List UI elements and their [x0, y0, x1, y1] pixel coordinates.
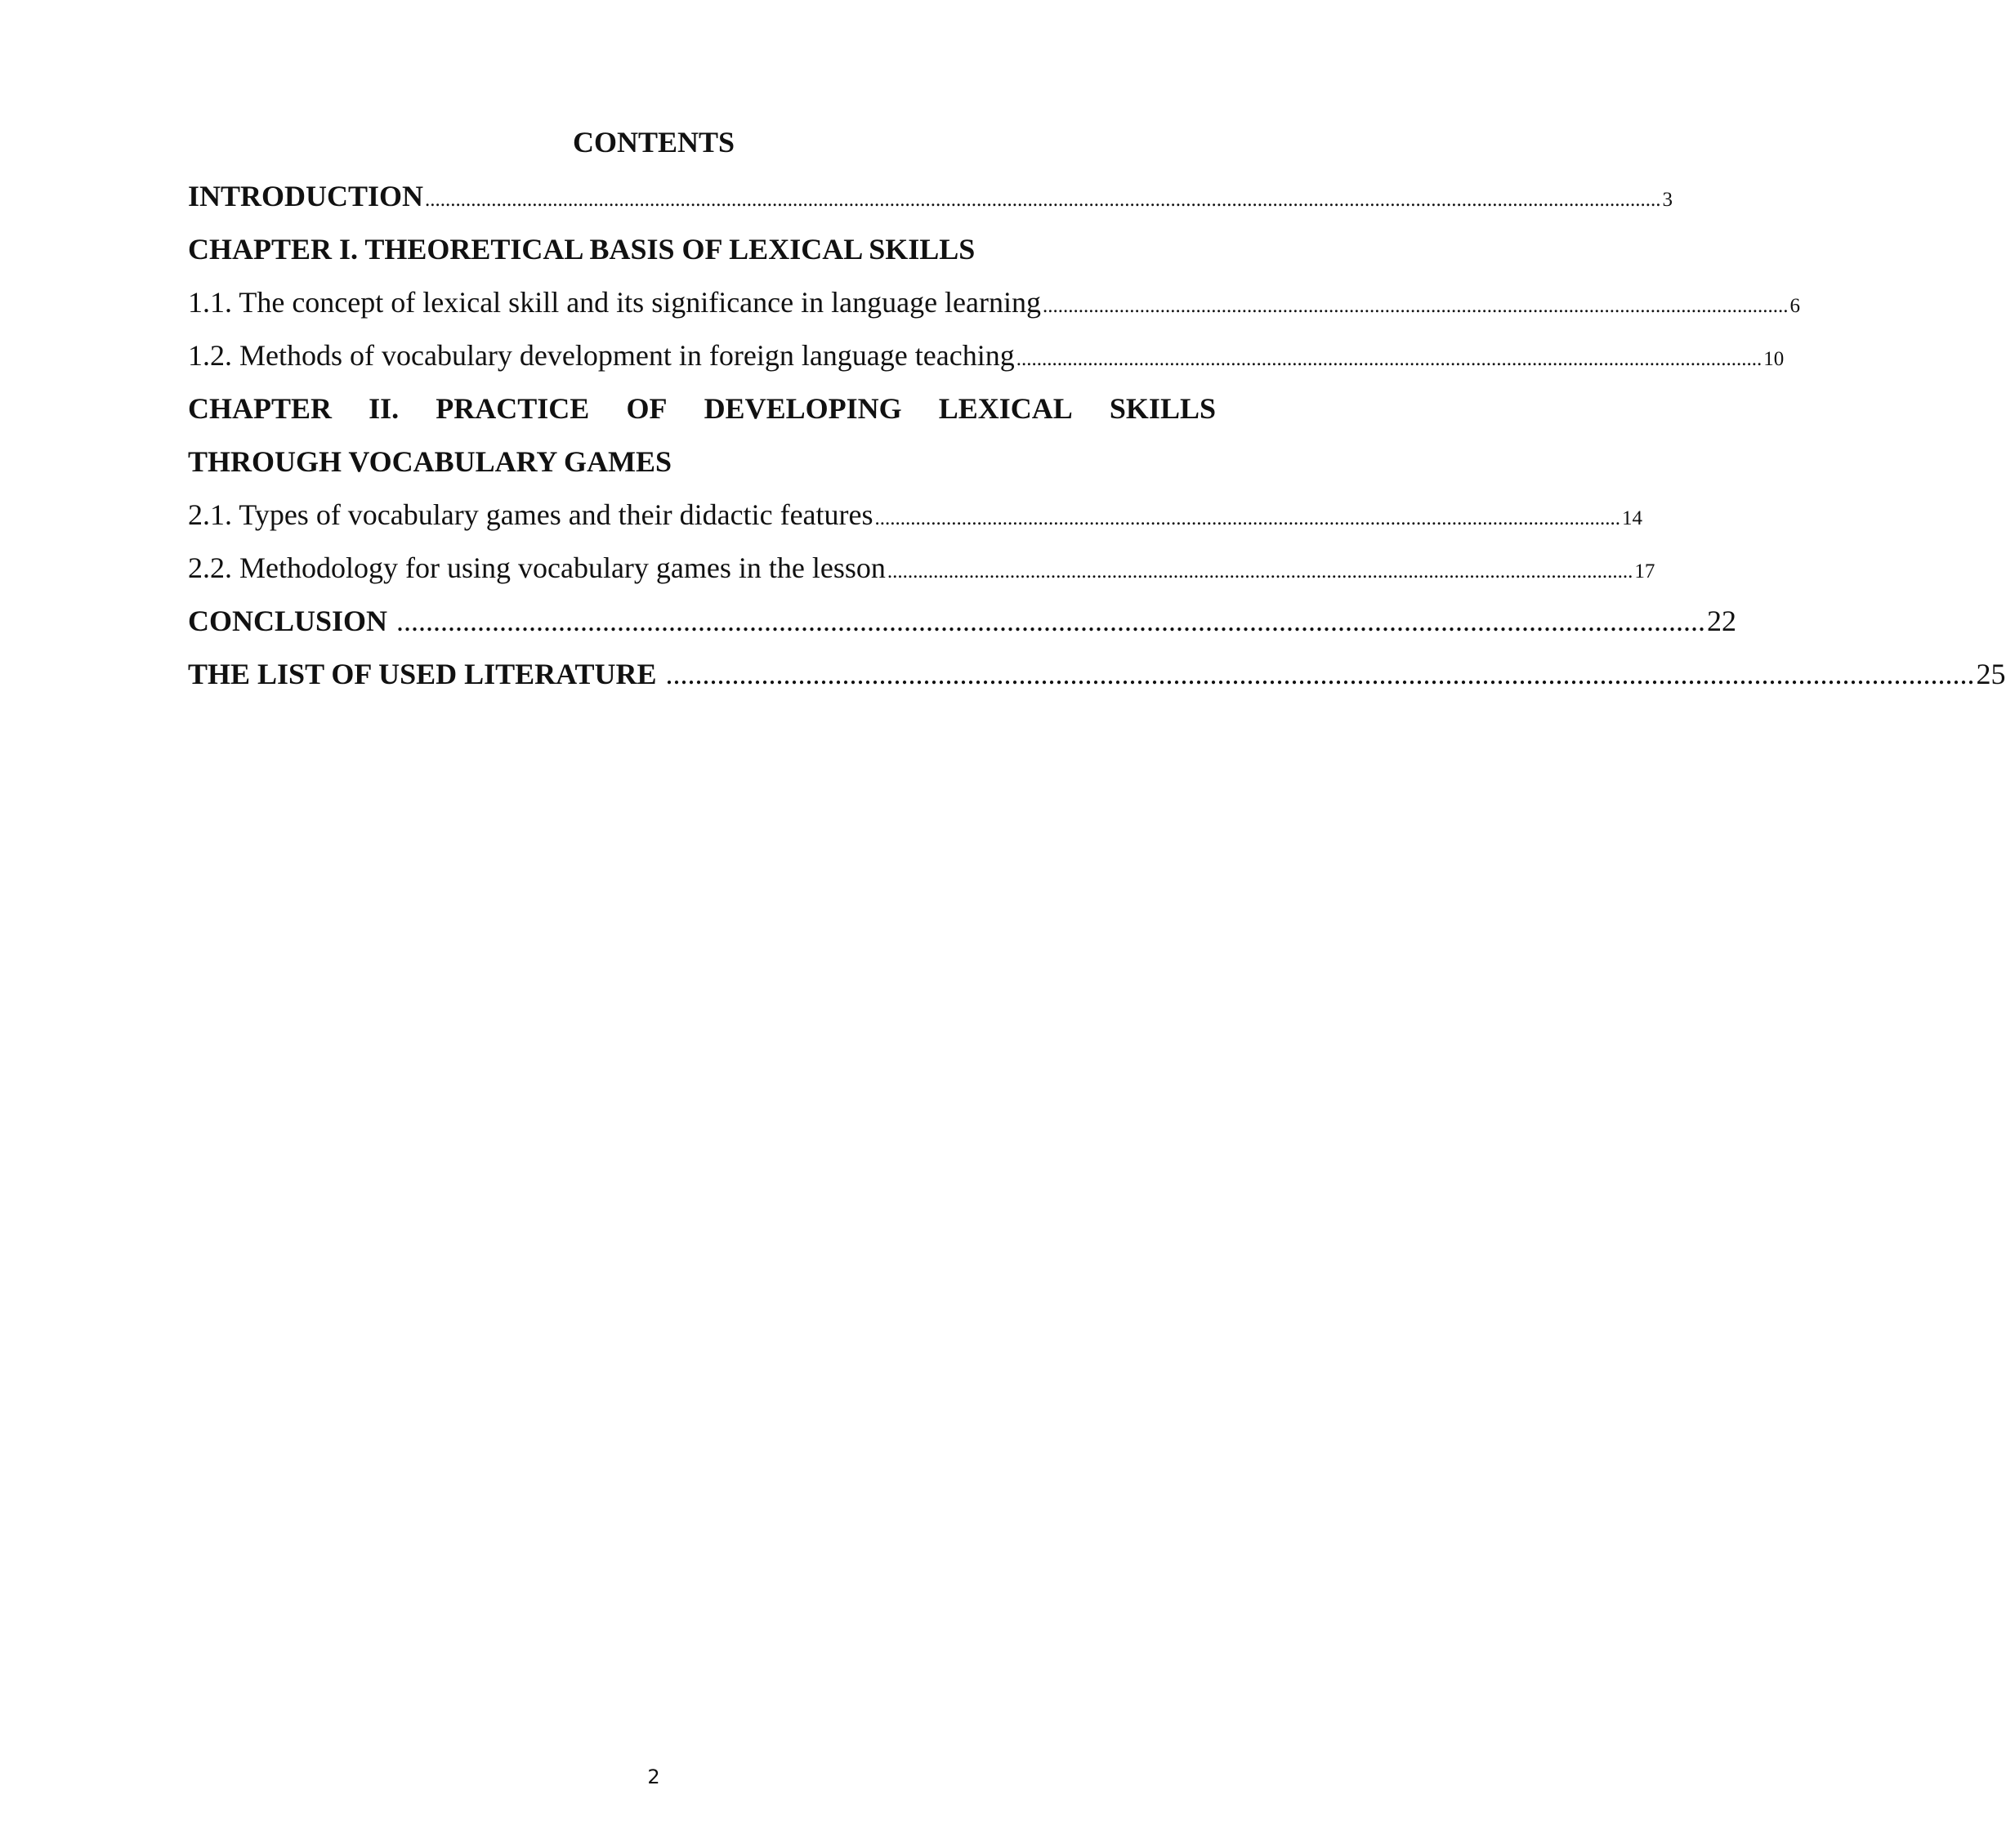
chapter-2-line-2[interactable]: THROUGH VOCABULARY GAMES: [188, 445, 672, 478]
toc-entry-literature[interactable]: [188, 648, 2006, 701]
dot-leader: ..................................................................................................................................................................................: [389, 605, 1706, 637]
toc-entry-label: 1.2. Methods of vocabulary development in foreign language teaching: [188, 339, 1015, 372]
toc-entry-section-1-2[interactable]: [188, 329, 1785, 382]
chapter-2-word: OF: [626, 392, 668, 425]
toc-entry-label: 2.2. Methodology for using vocabulary games in the lesson: [188, 551, 886, 584]
chapter-2-word: SKILLS: [1109, 392, 1216, 425]
toc-page-number: 17: [1634, 560, 1655, 583]
dot-leader: ..................................................................................................................................................: [1016, 348, 1763, 370]
toc-page-number: 6: [1789, 295, 1800, 317]
page-title: CONTENTS: [572, 126, 735, 158]
page-number: 2: [647, 1765, 660, 1788]
dot-leader: ..................................................................................................................................................: [1043, 295, 1789, 317]
dot-leader: ..................................................................................................................................................................................: [658, 658, 1975, 690]
toc-page-number: 14: [1622, 507, 1643, 529]
chapter-2-word: CHAPTER: [188, 392, 333, 425]
toc-page-number: 3: [1662, 189, 1673, 211]
chapter-2-word: II.: [369, 392, 400, 425]
toc-entry-chapter-1[interactable]: CHAPTER I. THEORETICAL BASIS OF LEXICAL SKILLS: [188, 233, 976, 266]
toc-entry-label: 2.1. Types of vocabulary games and their didactic features: [188, 498, 873, 531]
chapter-2-word: LEXICAL: [938, 392, 1073, 425]
toc-entry-section-2-2[interactable]: [188, 542, 1655, 595]
toc-entry-label: INTRODUCTION: [188, 180, 424, 212]
toc-page-number: 10: [1763, 348, 1785, 370]
dot-leader: ..................................................................................................................................................: [887, 560, 1633, 583]
toc-entry-section-2-1[interactable]: [188, 489, 1643, 542]
table-of-contents: [188, 170, 2006, 701]
dot-leader: ..................................................................................................................................................................................................................................................: [425, 189, 1661, 211]
toc-entry-label: CONCLUSION: [188, 605, 388, 637]
toc-page-number: 22: [1707, 605, 1737, 637]
toc-entry-label: 1.1. The concept of lexical skill and its significance in language learning: [188, 286, 1041, 319]
toc-entry-introduction[interactable]: [188, 170, 1673, 223]
chapter-2-word: DEVELOPING: [704, 392, 902, 425]
toc-entry-chapter-2[interactable]: [188, 382, 1216, 435]
toc-page-number: 25: [1976, 658, 2006, 690]
dot-leader: ..................................................................................................................................................: [874, 507, 1621, 529]
toc-entry-conclusion[interactable]: [188, 595, 1737, 648]
toc-entry-label: THE LIST OF USED LITERATURE: [188, 658, 657, 690]
toc-entry-section-1-1[interactable]: [188, 276, 1800, 329]
chapter-2-line-1: [188, 382, 1216, 435]
chapter-2-word: PRACTICE: [436, 392, 590, 425]
